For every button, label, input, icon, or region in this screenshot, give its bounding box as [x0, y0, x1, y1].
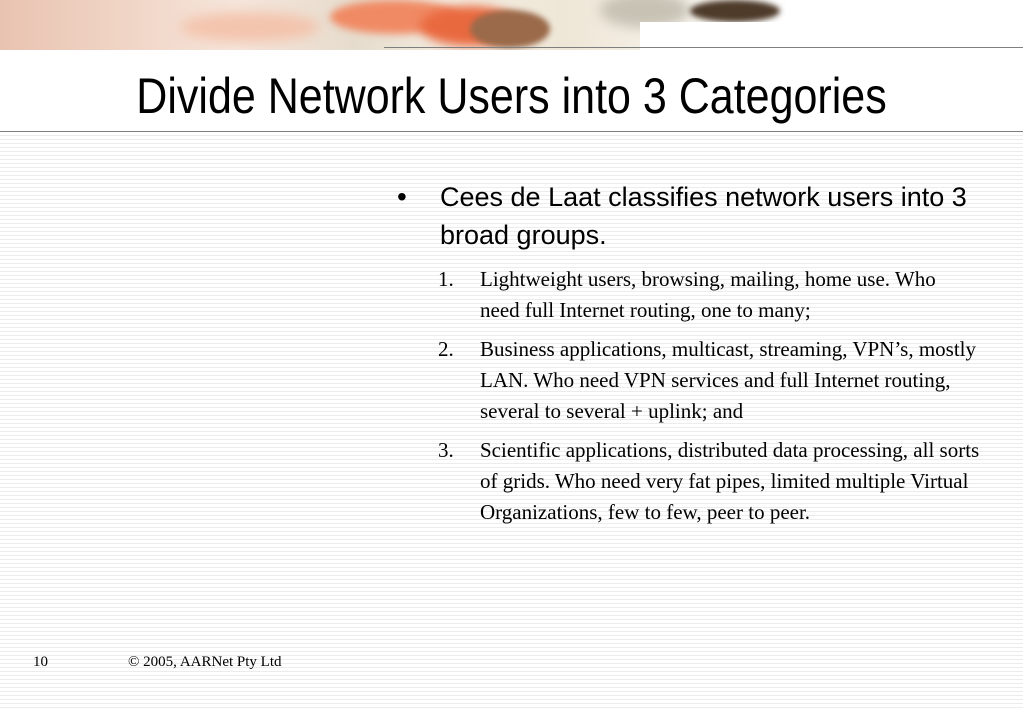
title-divider	[0, 131, 1023, 132]
photo-blur-shape	[470, 10, 550, 48]
photo-blur-shape	[180, 12, 320, 42]
list-item	[438, 334, 990, 427]
copyright-notice: © 2005, AARNet Pty Ltd	[128, 654, 282, 670]
header-divider-top	[384, 47, 1023, 48]
bullet-marker: •	[397, 181, 407, 212]
list-item-number: 1.	[438, 267, 454, 291]
bullet-item	[390, 178, 990, 254]
list-item	[438, 435, 990, 528]
numbered-list	[438, 264, 990, 528]
slide-body	[390, 178, 990, 536]
list-item	[438, 264, 990, 326]
bullet-text: Cees de Laat classifies network users into 3 broad groups.	[440, 182, 967, 250]
list-item-text: Lightweight users, browsing, mailing, home use. Who need full Internet routing, one to many;	[480, 267, 936, 322]
slide-title: Divide Network Users into 3 Categories	[136, 68, 887, 124]
header-photo-banner	[0, 0, 788, 50]
photo-notch	[640, 22, 788, 50]
list-item-number: 3.	[438, 438, 454, 462]
list-item-number: 2.	[438, 337, 454, 361]
slide-number: 10	[33, 654, 48, 670]
photo-blur-shape	[690, 0, 780, 22]
list-item-text: Business applications, multicast, streaming, VPN’s, mostly LAN. Who need VPN services and full Internet routing, several to several + uplink; and	[480, 337, 977, 423]
list-item-text: Scientific applications, distributed data processing, all sorts of grids. Who need very fat pipes, limited multiple Virtual Organizations, few to few, peer to peer.	[480, 438, 980, 524]
